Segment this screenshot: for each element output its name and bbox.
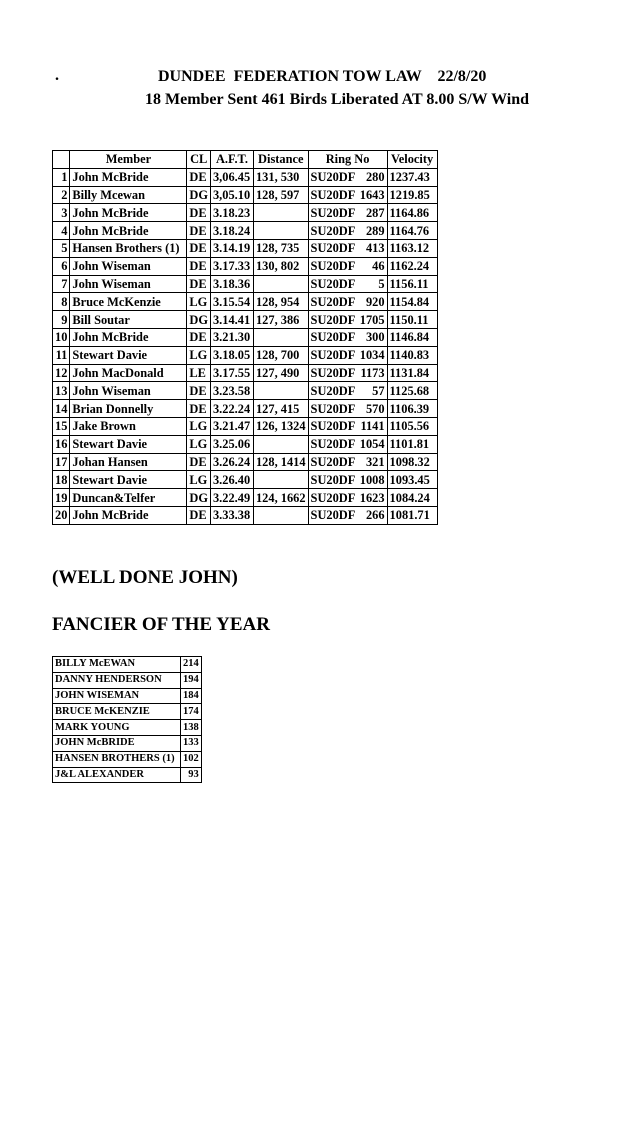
- fancier-name: HANSEN BROTHERS (1): [53, 751, 181, 767]
- ring-number: 300: [365, 330, 385, 345]
- cell-class: DE: [187, 328, 211, 346]
- cell-member: John Wiseman: [70, 257, 187, 275]
- cell-position: 1: [53, 168, 70, 186]
- cell-velocity: 1162.24: [387, 257, 437, 275]
- cell-aft: 3.21.47: [210, 417, 253, 435]
- ring-prefix: SU20DF: [310, 490, 356, 505]
- cell-position: 3: [53, 204, 70, 222]
- race-title: DUNDEE FEDERATION TOW LAW 22/8/20: [158, 68, 487, 85]
- table-row: [53, 328, 438, 346]
- fancier-name: JOHN McBRIDE: [53, 735, 181, 751]
- fancier-name: BRUCE McKENZIE: [53, 704, 181, 720]
- cell-aft: 3.14.19: [210, 239, 253, 257]
- cell-member: Bruce McKenzie: [70, 293, 187, 311]
- cell-class: DE: [187, 382, 211, 400]
- ring-prefix: SU20DF: [310, 437, 356, 452]
- cell-ring-no: [308, 489, 387, 507]
- cell-ring-no: [308, 239, 387, 257]
- table-row: [53, 453, 438, 471]
- cell-position: 11: [53, 346, 70, 364]
- cell-ring-no: [308, 311, 387, 329]
- cell-distance: 127, 490: [253, 364, 308, 382]
- ring-number: 1643: [359, 187, 385, 202]
- cell-distance: [253, 222, 308, 240]
- cell-position: 13: [53, 382, 70, 400]
- cell-velocity: 1105.56: [387, 417, 437, 435]
- ring-number: 321: [365, 454, 385, 469]
- table-row: [53, 704, 202, 720]
- cell-distance: 127, 386: [253, 311, 308, 329]
- ring-prefix: SU20DF: [310, 223, 356, 238]
- cell-distance: 124, 1662: [253, 489, 308, 507]
- col-aft: A.F.T.: [210, 151, 253, 169]
- fancier-points: 138: [181, 720, 202, 736]
- cell-aft: 3.18.36: [210, 275, 253, 293]
- cell-velocity: 1101.81: [387, 435, 437, 453]
- table-row: [53, 293, 438, 311]
- table-row: [53, 275, 438, 293]
- cell-velocity: 1093.45: [387, 471, 437, 489]
- fancier-points: 194: [181, 672, 202, 688]
- table-row: [53, 186, 438, 204]
- cell-ring-no: [308, 328, 387, 346]
- cell-member: John McBride: [70, 506, 187, 524]
- cell-aft: 3.22.24: [210, 400, 253, 418]
- cell-velocity: 1140.83: [387, 346, 437, 364]
- ring-number: 57: [372, 383, 385, 398]
- table-row: [53, 489, 438, 507]
- cell-distance: 130, 802: [253, 257, 308, 275]
- cell-class: DG: [187, 186, 211, 204]
- ring-number: 46: [372, 259, 385, 274]
- cell-position: 17: [53, 453, 70, 471]
- ring-prefix: SU20DF: [310, 259, 356, 274]
- cell-class: LG: [187, 346, 211, 364]
- table-row: [53, 672, 202, 688]
- cell-class: DG: [187, 489, 211, 507]
- cell-velocity: 1125.68: [387, 382, 437, 400]
- cell-aft: 3.21.30: [210, 328, 253, 346]
- table-row: [53, 506, 438, 524]
- ring-prefix: SU20DF: [310, 401, 356, 416]
- cell-ring-no: [308, 382, 387, 400]
- fancier-table: [52, 656, 202, 783]
- cell-velocity: 1084.24: [387, 489, 437, 507]
- cell-member: Brian Donnelly: [70, 400, 187, 418]
- ring-number: 920: [365, 294, 385, 309]
- ring-prefix: SU20DF: [310, 294, 356, 309]
- results-header-row: [53, 151, 438, 169]
- table-row: [53, 239, 438, 257]
- cell-class: DE: [187, 222, 211, 240]
- fancier-name: MARK YOUNG: [53, 720, 181, 736]
- table-row: [53, 471, 438, 489]
- ring-number: 570: [365, 401, 385, 416]
- ring-number: 266: [365, 508, 385, 523]
- cell-position: 7: [53, 275, 70, 293]
- cell-class: DE: [187, 239, 211, 257]
- cell-ring-no: [308, 168, 387, 186]
- cell-member: Stewart Davie: [70, 346, 187, 364]
- fancier-points: 214: [181, 657, 202, 673]
- cell-position: 6: [53, 257, 70, 275]
- well-done-heading: (WELL DONE JOHN): [52, 567, 238, 588]
- cell-member: John McBride: [70, 168, 187, 186]
- cell-class: DE: [187, 204, 211, 222]
- cell-class: LG: [187, 293, 211, 311]
- cell-velocity: 1156.11: [387, 275, 437, 293]
- cell-class: DE: [187, 453, 211, 471]
- cell-class: LE: [187, 364, 211, 382]
- ring-prefix: SU20DF: [310, 508, 356, 523]
- ring-number: 1173: [360, 365, 385, 380]
- cell-class: LG: [187, 435, 211, 453]
- cell-aft: 3.18.23: [210, 204, 253, 222]
- ring-number: 1054: [359, 437, 385, 452]
- cell-member: John McBride: [70, 328, 187, 346]
- cell-member: John Wiseman: [70, 382, 187, 400]
- cell-velocity: 1150.11: [387, 311, 437, 329]
- cell-member: John McBride: [70, 222, 187, 240]
- fancier-name: DANNY HENDERSON: [53, 672, 181, 688]
- col-ring-no: Ring No: [308, 151, 387, 169]
- cell-distance: [253, 435, 308, 453]
- cell-member: John Wiseman: [70, 275, 187, 293]
- fancier-heading: FANCIER OF THE YEAR: [52, 614, 270, 635]
- cell-position: 20: [53, 506, 70, 524]
- fancier-points: 184: [181, 688, 202, 704]
- cell-class: LG: [187, 471, 211, 489]
- ring-number: 5: [378, 276, 385, 291]
- cell-member: Stewart Davie: [70, 471, 187, 489]
- cell-ring-no: [308, 293, 387, 311]
- cell-distance: [253, 382, 308, 400]
- cell-velocity: 1106.39: [387, 400, 437, 418]
- ring-prefix: SU20DF: [310, 276, 356, 291]
- cell-position: 5: [53, 239, 70, 257]
- table-row: [53, 735, 202, 751]
- fancier-points: 133: [181, 735, 202, 751]
- bullet-dot: .: [55, 67, 59, 84]
- cell-distance: 128, 1414: [253, 453, 308, 471]
- cell-position: 12: [53, 364, 70, 382]
- ring-number: 289: [365, 223, 385, 238]
- cell-member: Billy Mcewan: [70, 186, 187, 204]
- cell-velocity: 1131.84: [387, 364, 437, 382]
- cell-class: DE: [187, 506, 211, 524]
- ring-prefix: SU20DF: [310, 241, 356, 256]
- col-position: [53, 151, 70, 169]
- ring-number: 1141: [360, 419, 385, 434]
- cell-aft: 3.17.55: [210, 364, 253, 382]
- cell-ring-no: [308, 435, 387, 453]
- table-row: [53, 382, 438, 400]
- cell-position: 18: [53, 471, 70, 489]
- fancier-name: BILLY McEWAN: [53, 657, 181, 673]
- cell-member: Bill Soutar: [70, 311, 187, 329]
- fancier-points: 93: [181, 767, 202, 783]
- table-row: [53, 720, 202, 736]
- cell-aft: 3.15.54: [210, 293, 253, 311]
- cell-position: 10: [53, 328, 70, 346]
- ring-prefix: SU20DF: [310, 205, 356, 220]
- ring-number: 413: [365, 241, 385, 256]
- col-class: CL: [187, 151, 211, 169]
- cell-aft: 3.18.24: [210, 222, 253, 240]
- cell-aft: 3.18.05: [210, 346, 253, 364]
- fancier-points: 102: [181, 751, 202, 767]
- ring-prefix: SU20DF: [310, 348, 356, 363]
- cell-position: 9: [53, 311, 70, 329]
- cell-distance: 126, 1324: [253, 417, 308, 435]
- cell-position: 15: [53, 417, 70, 435]
- cell-ring-no: [308, 417, 387, 435]
- table-row: [53, 257, 438, 275]
- ring-prefix: SU20DF: [310, 419, 356, 434]
- ring-prefix: SU20DF: [310, 330, 356, 345]
- cell-aft: 3,05.10: [210, 186, 253, 204]
- cell-class: DE: [187, 275, 211, 293]
- ring-number: 280: [365, 170, 385, 185]
- cell-velocity: 1081.71: [387, 506, 437, 524]
- cell-velocity: 1237.43: [387, 168, 437, 186]
- table-row: [53, 311, 438, 329]
- cell-velocity: 1163.12: [387, 239, 437, 257]
- cell-member: John MacDonald: [70, 364, 187, 382]
- col-distance: Distance: [253, 151, 308, 169]
- ring-number: 1034: [359, 348, 385, 363]
- cell-distance: 128, 597: [253, 186, 308, 204]
- ring-number: 1623: [359, 490, 385, 505]
- cell-velocity: 1164.76: [387, 222, 437, 240]
- cell-position: 14: [53, 400, 70, 418]
- cell-distance: [253, 204, 308, 222]
- cell-class: LG: [187, 417, 211, 435]
- cell-aft: 3.22.49: [210, 489, 253, 507]
- table-row: [53, 435, 438, 453]
- table-row: [53, 222, 438, 240]
- cell-member: Jake Brown: [70, 417, 187, 435]
- cell-distance: [253, 506, 308, 524]
- cell-ring-no: [308, 400, 387, 418]
- race-subtitle: 18 Member Sent 461 Birds Liberated AT 8.00 S/W Wind: [145, 91, 530, 108]
- ring-prefix: SU20DF: [310, 187, 356, 202]
- ring-number: 1705: [359, 312, 385, 327]
- fancier-points: 174: [181, 704, 202, 720]
- cell-position: 16: [53, 435, 70, 453]
- cell-ring-no: [308, 275, 387, 293]
- cell-ring-no: [308, 471, 387, 489]
- cell-aft: 3.25.06: [210, 435, 253, 453]
- cell-position: 19: [53, 489, 70, 507]
- cell-class: DE: [187, 257, 211, 275]
- cell-distance: [253, 275, 308, 293]
- cell-distance: 131, 530: [253, 168, 308, 186]
- table-row: [53, 751, 202, 767]
- table-row: [53, 346, 438, 364]
- cell-class: DE: [187, 168, 211, 186]
- cell-ring-no: [308, 506, 387, 524]
- cell-member: Stewart Davie: [70, 435, 187, 453]
- cell-aft: 3.23.58: [210, 382, 253, 400]
- col-velocity: Velocity: [387, 151, 437, 169]
- cell-member: Duncan&Telfer: [70, 489, 187, 507]
- cell-position: 2: [53, 186, 70, 204]
- cell-velocity: 1146.84: [387, 328, 437, 346]
- cell-distance: [253, 471, 308, 489]
- table-row: [53, 204, 438, 222]
- cell-ring-no: [308, 222, 387, 240]
- cell-class: DG: [187, 311, 211, 329]
- cell-aft: 3.17.33: [210, 257, 253, 275]
- ring-prefix: SU20DF: [310, 365, 356, 380]
- ring-number: 287: [365, 205, 385, 220]
- cell-member: Hansen Brothers (1): [70, 239, 187, 257]
- cell-class: DE: [187, 400, 211, 418]
- table-row: [53, 657, 202, 673]
- cell-velocity: 1098.32: [387, 453, 437, 471]
- cell-ring-no: [308, 257, 387, 275]
- ring-prefix: SU20DF: [310, 312, 356, 327]
- cell-ring-no: [308, 453, 387, 471]
- cell-aft: 3.33.38: [210, 506, 253, 524]
- ring-prefix: SU20DF: [310, 472, 356, 487]
- table-row: [53, 767, 202, 783]
- cell-ring-no: [308, 204, 387, 222]
- cell-aft: 3.14.41: [210, 311, 253, 329]
- ring-prefix: SU20DF: [310, 170, 356, 185]
- table-row: [53, 400, 438, 418]
- cell-distance: 128, 735: [253, 239, 308, 257]
- results-table: [52, 150, 438, 525]
- table-row: [53, 168, 438, 186]
- fancier-name: JOHN WISEMAN: [53, 688, 181, 704]
- ring-prefix: SU20DF: [310, 383, 356, 398]
- table-row: [53, 417, 438, 435]
- cell-aft: 3.26.40: [210, 471, 253, 489]
- cell-member: John McBride: [70, 204, 187, 222]
- cell-distance: [253, 328, 308, 346]
- fancier-name: J&L ALEXANDER: [53, 767, 181, 783]
- table-row: [53, 688, 202, 704]
- cell-aft: 3,06.45: [210, 168, 253, 186]
- cell-velocity: 1154.84: [387, 293, 437, 311]
- cell-distance: 127, 415: [253, 400, 308, 418]
- table-row: [53, 364, 438, 382]
- cell-velocity: 1164.86: [387, 204, 437, 222]
- cell-ring-no: [308, 364, 387, 382]
- cell-velocity: 1219.85: [387, 186, 437, 204]
- cell-distance: 128, 954: [253, 293, 308, 311]
- col-member: Member: [70, 151, 187, 169]
- cell-position: 8: [53, 293, 70, 311]
- cell-distance: 128, 700: [253, 346, 308, 364]
- cell-member: Johan Hansen: [70, 453, 187, 471]
- ring-number: 1008: [359, 472, 385, 487]
- cell-ring-no: [308, 186, 387, 204]
- cell-ring-no: [308, 346, 387, 364]
- cell-aft: 3.26.24: [210, 453, 253, 471]
- ring-prefix: SU20DF: [310, 454, 356, 469]
- cell-position: 4: [53, 222, 70, 240]
